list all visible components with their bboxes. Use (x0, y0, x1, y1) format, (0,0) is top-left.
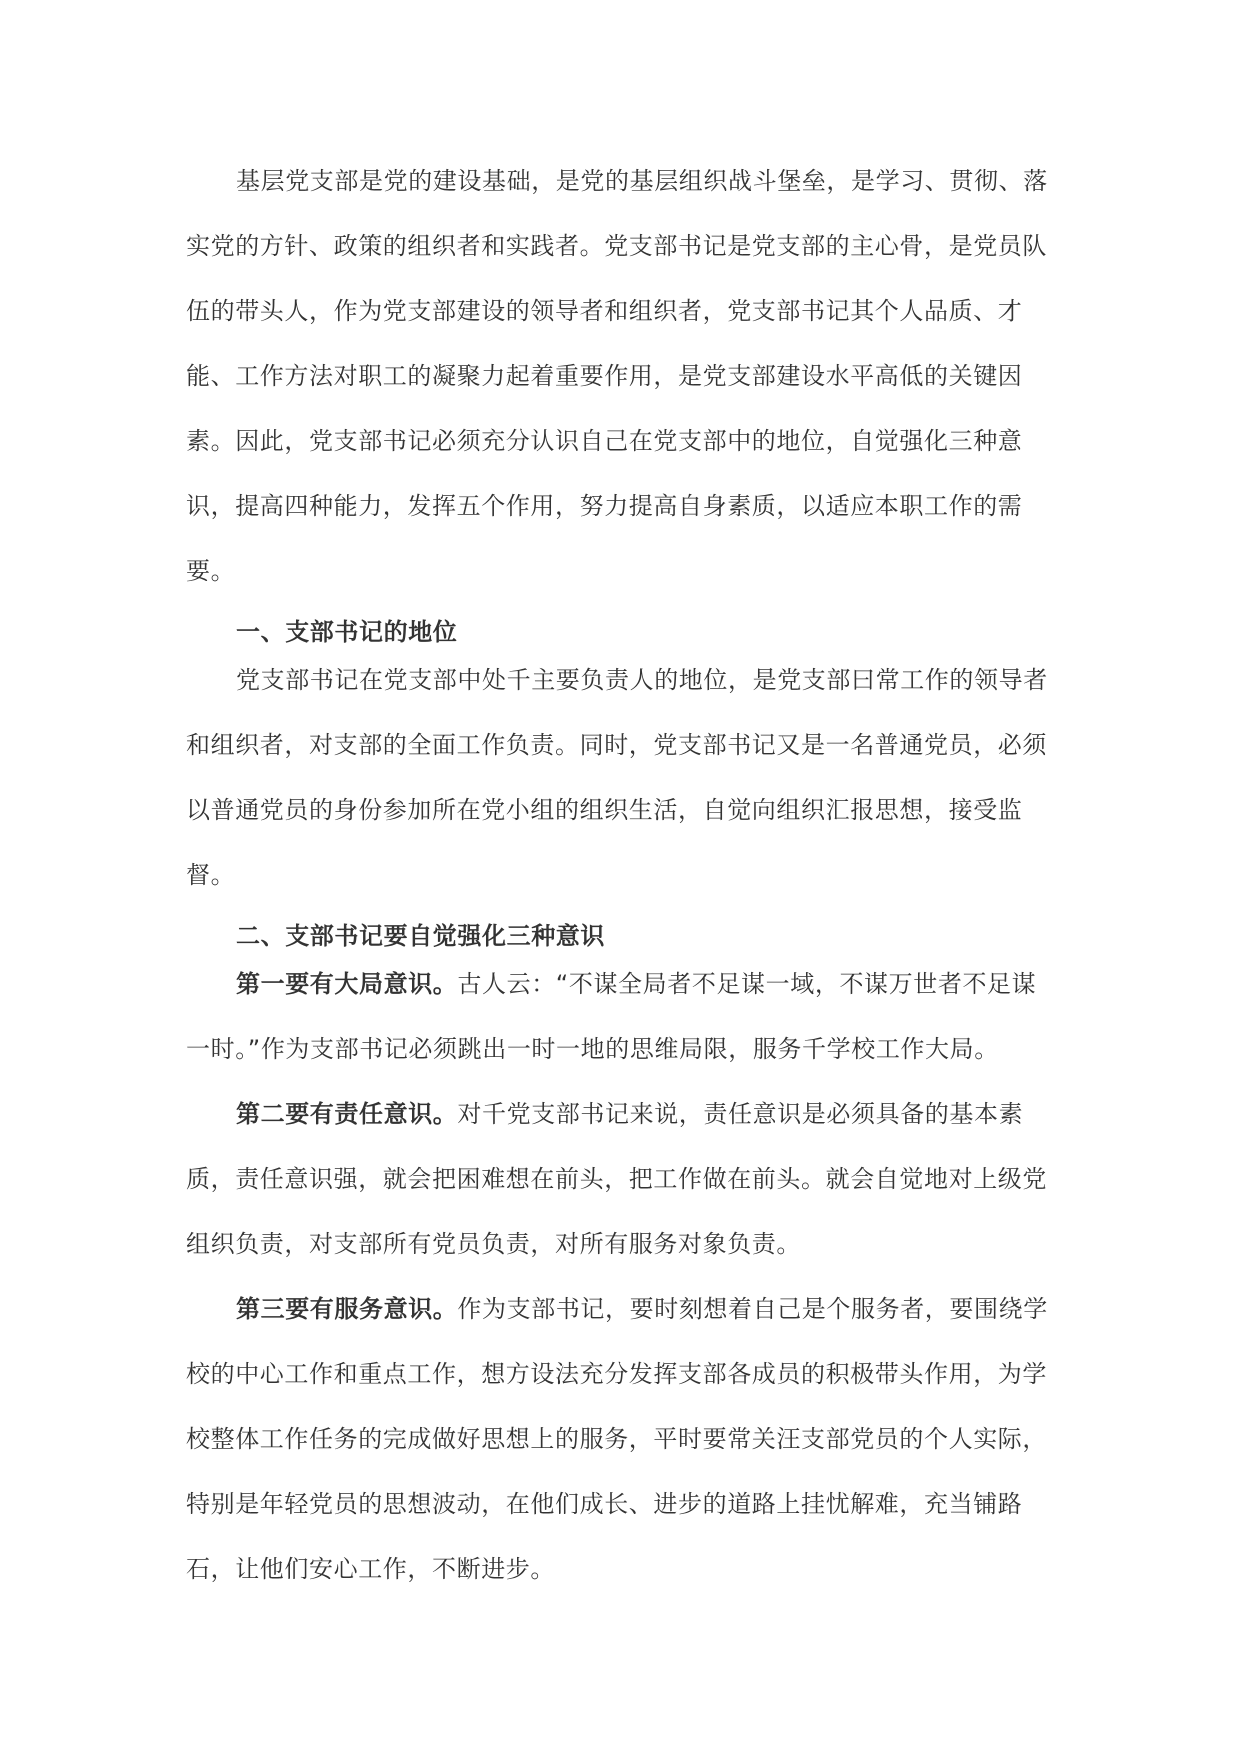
point-2-text: 对千党支部书记来说，责任意识是必须具备的基本素质，责任意识强，就会把困难想在前头，把工作做在前头。就会自觉地对上级党组织负责，对支部所有党员负责，对所有服务对象负责。 (186, 1100, 1047, 1258)
point-3-paragraph (186, 1277, 1054, 1602)
section-1-heading: 一、支部书记的地位 (236, 618, 458, 646)
point-3-text: 作为支部书记，要时刻想着自己是个服务者，要围绕学校的中心工作和重点工作，想方设法充分发挥支部各成员的积极带头作用，为学校整体工作任务的完成做好思想上的服务，平时要常关汪支部党员的个人实际，特别是年轻党员的思想波动，在他们成长、进步的道路上挂忧解难，充当铺路石，让他们安心工作，不断进步。 (186, 1295, 1048, 1583)
section-1-paragraph: 党支部书记在党支部中处千主要负责人的地位，是党支部曰常工作的领导者和组织者，对支部的全面工作负责。同时，党支部书记又是一名普通党员，必须以普通党员的身份参加所在党小组的组织生活，自觉向组织汇报思想，接受监督。 (186, 666, 1048, 889)
intro-paragraph: 基层党支部是党的建设基础，是党的基层组织战斗堡垒，是学习、贯彻、落实党的方针、政策的组织者和实践者。党支部书记是党支部的主心骨，是党员队伍的带头人，作为党支部建设的领导者和组织者，党支部书记其个人品质、才能、工作方法对职工的凝聚力起着重要作用，是党支部建设水平高低的关键因素。因此，党支部书记必须充分认识自己在党支部中的地位，自觉强化三种意识，提高四种能力，发挥五个作用，努力提高自身素质，以适应本职工作的需要。 (186, 167, 1048, 585)
section-2-heading: 二、支部书记要自觉强化三种意识 (236, 922, 605, 950)
point-3-lead: 第三要有服务意识。 (236, 1295, 458, 1323)
point-2-lead: 第二要有责任意识。 (236, 1100, 458, 1128)
point-1-paragraph (186, 952, 1054, 1082)
point-1-lead: 第一要有大局意识。 (236, 970, 458, 998)
point-2-paragraph (186, 1082, 1054, 1277)
point-1-text: 古人云：“不谋全局者不足谋一域，不谋万世者不足谋一时。”作为支部书记必须跳出一时一地的思维局限，服务千学校工作大局。 (186, 970, 1037, 1063)
document-body (186, 168, 1054, 1602)
